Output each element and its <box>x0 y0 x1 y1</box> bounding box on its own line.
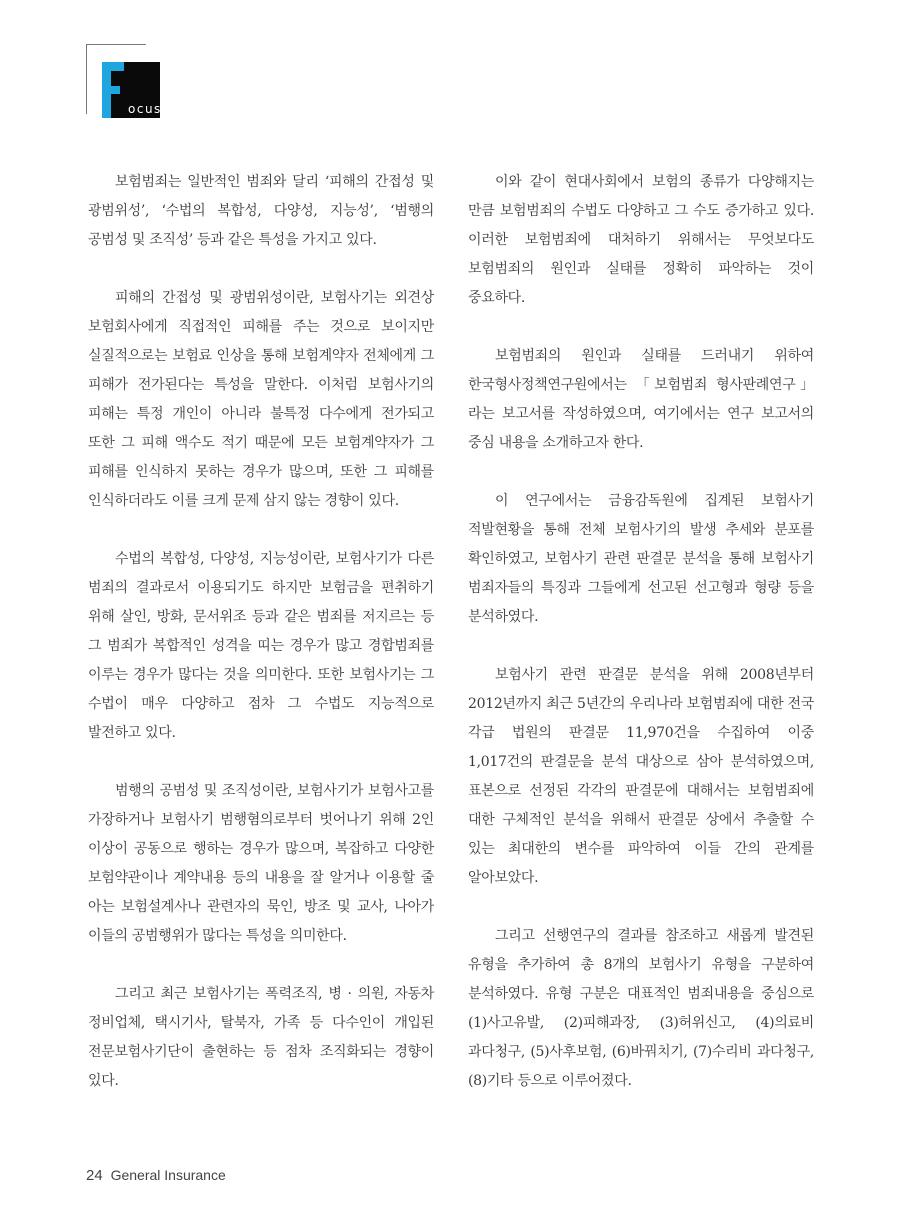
page-number: 24 <box>86 1167 103 1184</box>
paragraph: 그리고 최근 보험사기는 폭력조직, 병 · 의원, 자동차 정비업체, 택시기사, 탈북자, 가족 등 다수인이 개입된 전문보험사기단이 출현하는 등 점차 조직화되는 경향이 있다. <box>88 986 434 1089</box>
logo-rule-horizontal <box>86 44 146 45</box>
paragraph: 수법의 복합성, 다양성, 지능성이란, 보험사기가 다른 범죄의 결과로서 이용되기도 하지만 보험금을 편취하기 위해 살인, 방화, 문서위조 등과 같은 범죄를 저지르는 등 그 범죄가 복합적인 성격을 띠는 경우가 많고 경합범죄를 이루는 경우가 많다는 것을 의미한다. 또한 보험사기는 그 수법이 매우 다양하고 점차 그 수법도 지능적으로 발전하고 있다. <box>88 551 434 741</box>
logo-rule-vertical <box>86 44 87 114</box>
paragraph: 이와 같이 현대사회에서 보험의 종류가 다양해지는 만큼 보험범죄의 수법도 다양하고 그 수도 증가하고 있다. 이러한 보험범죄에 대처하기 위해서는 무엇보다도 보험범죄의 원인과 실태를 정확히 파악하는 것이 중요하다. <box>468 174 814 306</box>
paragraph: 이 연구에서는 금융감독원에 집계된 보험사기 적발현황을 통해 전체 보험사기의 발생 추세와 분포를 확인하였고, 보험사기 관련 판결문 분석을 통해 보험사기 범죄자들의 특징과 그들에게 선고된 선고형과 형량 등을 분석하였다. <box>468 493 814 625</box>
paragraph: 보험범죄는 일반적인 범죄와 달리 ‘피해의 간접성 및 광범위성’, ‘수법의 복합성, 다양성, 지능성’, ‘범행의 공범성 및 조직성’ 등과 같은 특성을 가지고 있다. <box>88 174 434 248</box>
left-column <box>88 168 434 1125</box>
page-footer <box>86 1167 226 1184</box>
paragraph: 피해의 간접성 및 광범위성이란, 보험사기는 외견상 보험회사에게 직접적인 피해를 주는 것으로 보이지만 실질적으로는 보험료 인상을 통해 보험계약자 전체에게 그 피해가 전가된다는 특성을 말한다. 이처럼 보험사기의 피해는 특정 개인이 아니라 불특정 다수에게 전가되고 또한 그 피해 액수도 적기 때문에 모든 보험계약자가 그 피해를 인식하지 못하는 경우가 많으며, 또한 그 피해를 인식하더라도 이를 크게 문제 삼지 않는 경향이 있다. <box>88 290 434 509</box>
paragraph: 보험사기 관련 판결문 분석을 위해 2008년부터 2012년까지 최근 5년간의 우리나라 보험범죄에 대한 전국 각급 법원의 판결문 11,970건을 수집하여 이중 1,017건의 판결문을 분석 대상으로 삼아 분석하였으며, 표본으로 선정된 각각의 판결문에 대해서는 보험범죄에 대한 구체적인 분석을 위해서 판결문 상에서 추출할 수 있는 최대한의 변수를 파악하여 이들 간의 관계를 알아보았다. <box>468 667 814 886</box>
paragraph: 범행의 공범성 및 조직성이란, 보험사기가 보험사고를 가장하거나 보험사기 범행혐의로부터 벗어나기 위해 2인 이상이 공동으로 행하는 경우가 많으며, 복잡하고 다양한 보험약관이나 계약내용 등의 내용을 잘 알거나 이용할 줄 아는 보험설계사나 관련자의 묵인, 방조 및 교사, 나아가 이들의 공범행위가 많다는 특성을 의미한다. <box>88 783 434 944</box>
focus-logo-word: ocus <box>128 102 162 116</box>
focus-logo-letter-f <box>102 60 128 120</box>
paragraph: 보험범죄의 원인과 실태를 드러내기 위하여 한국형사정책연구원에서는 「보험범죄 형사판례연구」라는 보고서를 작성하였으며, 여기에서는 연구 보고서의 중심 내용을 소개하고자 한다. <box>468 348 814 451</box>
right-column <box>468 168 814 1125</box>
paragraph: 그리고 선행연구의 결과를 참조하고 새롭게 발견된 유형을 추가하여 총 8개의 보험사기 유형을 구분하여 분석하였다. 유형 구분은 대표적인 범죄내용을 중심으로 (1)사고유발, (2)피해과장, (3)허위신고, (4)의료비 과다청구, (5)사후보험, (6)바꿔치기, (7)수리비 과다청구, (8)기타 등으로 이루어졌다. <box>468 928 814 1089</box>
publication-name: General Insurance <box>110 1167 226 1183</box>
